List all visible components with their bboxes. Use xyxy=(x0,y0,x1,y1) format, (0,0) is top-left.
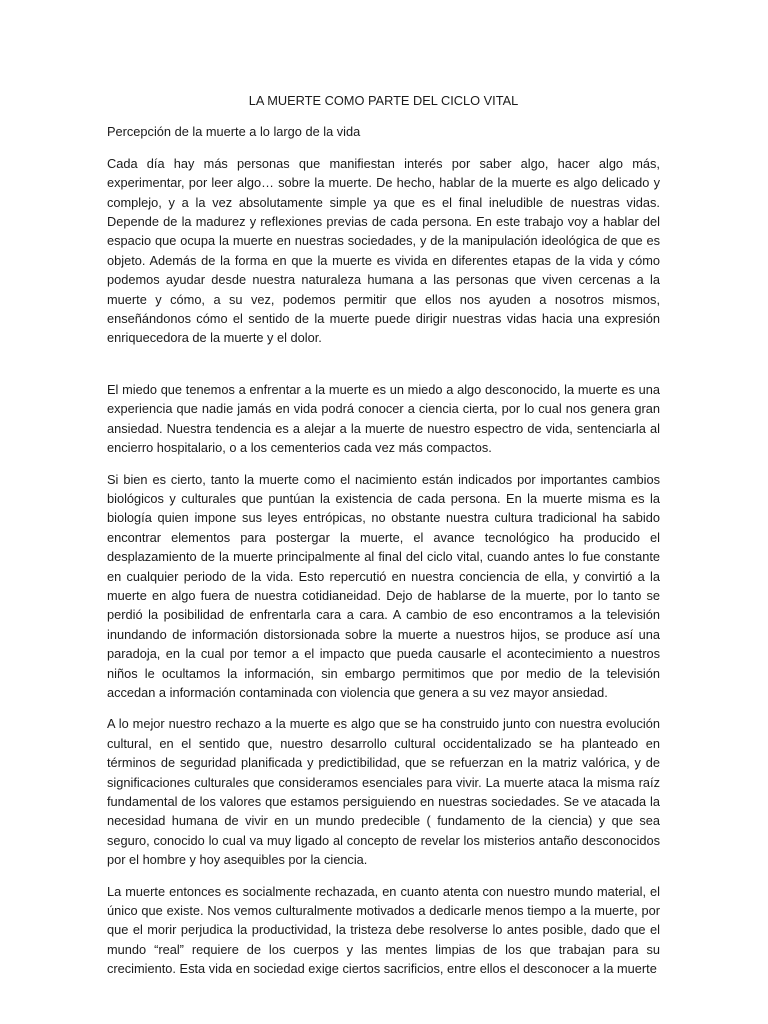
section-heading: Percepción de la muerte a lo largo de la vida xyxy=(107,124,361,140)
document-body xyxy=(107,91,660,991)
paragraph-3: Si bien es cierto, tanto la muerte como el nacimiento están indicados por importantes cambios biológicos y culturales que puntúan la existencia de cada persona. En la muerte misma es la biología quien impone sus leyes entrópicas, no obstante nuestra cultura tradicional ha sabido encontrar elementos para postergar la muerte, el avance tecnológico ha producido el desplazamiento de la muerte principalmente al final del ciclo vital, cuando antes lo fue constante en cualquier periodo de la vida. Esto repercutió en nuestra conciencia de ella, y convirtió a la muerte en algo fuera de nuestra cotidianeidad. Dejo de hablarse de la muerte, por lo tanto se perdió la posibilidad de enfrentarla cara a cara. A cambio de eso encontramos a la televisión inundando de información distorsionada sobre la muerte a nuestros hijos, se produce así una paradoja, en la cual por temor a el impacto que pueda causarle el acontecimiento a nuestros niños le ocultamos la información, sin embargo permitimos que por medio de la televisión accedan a información contaminada con violencia que genera a su vez mayor ansiedad. xyxy=(107,471,660,700)
paragraph-1: Cada día hay más personas que manifiestan interés por saber algo, hacer algo más, experimentar, por leer algo… sobre la muerte. De hecho, hablar de la muerte es algo delicado y complejo, y a la vez absolutamente simple ya que es el final ineludible de nuestras vidas. Depende de la madurez y reflexiones previas de cada persona. En este trabajo voy a hablar del espacio que ocupa la muerte en nuestras sociedades, y de la manipulación ideológica de que es objeto. Además de la forma en que la muerte es vivida en diferentes etapas de la vida y cómo podemos ayudar desde nuestra naturaleza humana a las personas que viven cercenas a la muerte y cómo, a su vez, podemos permitir que ellos nos ayuden a nosotros mismos, enseñándonos cómo el sentido de la muerte puede dirigir nuestras vidas hacia una expresión enriquecedora de la muerte y el dolor. xyxy=(107,155,660,346)
paragraph-5: La muerte entonces es socialmente rechazada, en cuanto atenta con nuestro mundo material, el único que existe. Nos vemos culturalmente motivados a dedicarle menos tiempo a la muerte, por que el morir perjudica la productividad, la tristeza debe resolverse lo antes posible, dado que el mundo “real” requiere de los cuerpos y las mentes limpias de los que trabajan para su crecimiento. Esta vida en sociedad exige ciertos sacrificios, entre ellos el desconocer a la muerte xyxy=(107,883,660,977)
paragraph-4: A lo mejor nuestro rechazo a la muerte es algo que se ha construido junto con nuestra evolución cultural, en el sentido que, nuestro desarrollo cultural occidentalizado se ha planteado en términos de seguridad planificada y predictibilidad, que se refuerzan en la matriz valórica, y de significaciones culturales que consideramos esenciales para vivir. La muerte ataca la misma raíz fundamental de los valores que estamos persiguiendo en nuestras sociedades. Se ve atacada la necesidad humana de vivir en un mundo predecible ( fundamento de la ciencia) y que sea seguro, conocido lo cual va muy ligado al concepto de revelar los misterios antaño desconocidos por el hombre y hoy asequibles por la ciencia. xyxy=(107,716,660,868)
document-title: LA MUERTE COMO PARTE DEL CICLO VITAL xyxy=(248,93,519,108)
blank-line xyxy=(107,360,660,380)
paragraph-2: El miedo que tenemos a enfrentar a la muerte es un miedo a algo desconocido, la muerte es una experiencia que nadie jamás en vida podrá conocer a ciencia cierta, por lo cual nos genera gran ansiedad. Nuestra tendencia es a alejar a la muerte de nuestro espectro de vida, sentenciarla al encierro hospitalario, o a los cementerios cada vez más compactos. xyxy=(107,381,660,456)
